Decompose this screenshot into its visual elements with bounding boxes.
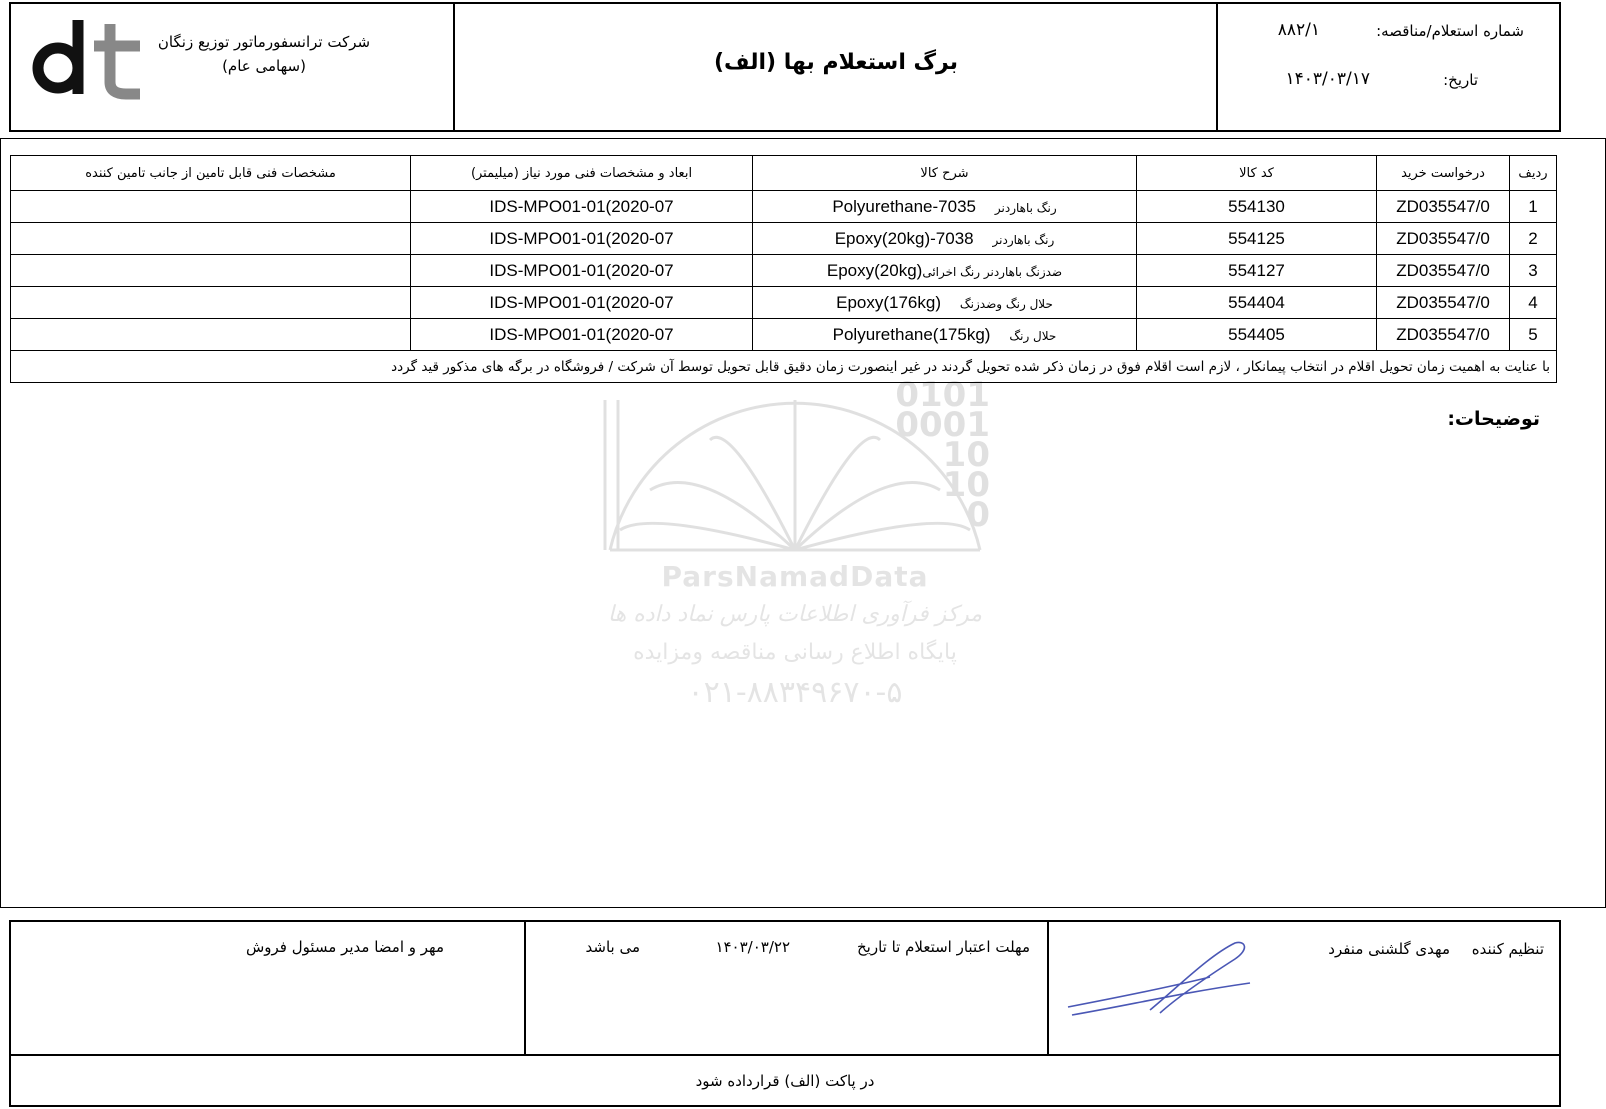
row-number: 4: [1510, 287, 1557, 319]
inquiry-number-value: ۸۸۲/۱: [1277, 20, 1320, 40]
company-name-line1: شرکت ترانسفورماتور توزیع زنگان: [157, 33, 371, 51]
prepared-by-name: مهدی گلشنی منفرد: [1328, 940, 1450, 958]
footer-divider-horizontal: [9, 1054, 1561, 1056]
table-row: [11, 191, 1557, 223]
company-name-line2: (سهامی عام): [222, 57, 306, 75]
column-header-row: ردیف: [1510, 156, 1557, 191]
validity-date: ۱۴۰۳/۰۳/۲۲: [715, 938, 790, 956]
column-header-purchase-request: درخواست خرید: [1377, 156, 1510, 191]
stamp-signature-label: مهر و امضا مدیر مسئول فروش: [245, 938, 444, 956]
table-row: [11, 319, 1557, 351]
watermark-binary-line: 0101: [895, 375, 990, 415]
watermark-line2: پایگاه اطلاع رسانی مناقصه ومزایده: [633, 640, 957, 665]
item-code-cell: 554127: [1137, 255, 1377, 287]
description-en: Epoxy(176kg): [836, 292, 941, 312]
purchase-request-cell: ZD035547/0: [1377, 223, 1510, 255]
supplier-specs-cell: [11, 255, 411, 287]
header-divider-left: [453, 2, 455, 132]
item-code-cell: 554405: [1137, 319, 1377, 351]
item-code-cell: 554404: [1137, 287, 1377, 319]
purchase-request-cell: ZD035547/0: [1377, 319, 1510, 351]
watermark-binary: [590, 375, 990, 535]
description-cell: [753, 319, 1137, 351]
row-number: 5: [1510, 319, 1557, 351]
row-number: 1: [1510, 191, 1557, 223]
description-en: Epoxy(20kg)-7038: [834, 228, 974, 248]
supplier-specs-cell: [11, 287, 411, 319]
watermark-binary-line: 0: [966, 495, 990, 535]
column-header-description: شرح کالا: [753, 156, 1137, 191]
watermark-binary-line: 10: [942, 465, 990, 505]
description-cell: [753, 255, 1137, 287]
description-en: Polyurethane-7035: [832, 196, 976, 216]
required-specs-cell: IDS-MPO01-01(2020-07: [411, 287, 753, 319]
supplier-specs-cell: [11, 191, 411, 223]
form-title: برگ استعلام بها (الف): [713, 50, 958, 75]
delivery-note: با عنایت به اهمیت زمان تحویل اقلام در انتخاب پیمانکار ، لازم است اقلام فوق در زمان ذکر شده تحویل گردند در غیر اینصورت زمان دقیق قابل تحویل توسط آن شرکت / فروشگاه در برگه های مذکور قید گردد: [11, 351, 1557, 383]
company-name: [134, 30, 394, 78]
supplier-specs-cell: [11, 319, 411, 351]
header-divider-right: [1216, 2, 1218, 132]
required-specs-cell: IDS-MPO01-01(2020-07: [411, 191, 753, 223]
watermark-brand: ParsNamadData: [661, 560, 929, 593]
company-logo-icon: [26, 16, 146, 100]
description-en: Polyurethane(175kg): [832, 324, 991, 344]
required-specs-cell: IDS-MPO01-01(2020-07: [411, 255, 753, 287]
table-header-row: [11, 156, 1557, 191]
supplier-specs-cell: [11, 223, 411, 255]
description-fa: رنگ باهاردنر: [994, 200, 1057, 215]
prepared-by-label: تنظیم کننده: [1471, 940, 1544, 958]
delivery-note-row: [11, 351, 1557, 383]
watermark-phone: ۰۲۱-۸۸۳۴۹۶۷۰-۵: [687, 675, 903, 710]
date-label: تاریخ:: [1443, 71, 1478, 89]
description-cell: [753, 287, 1137, 319]
description-fa: حلال رنگ: [1009, 328, 1057, 343]
notes-label: توضیحات:: [1447, 408, 1540, 430]
purchase-request-cell: ZD035547/0: [1377, 287, 1510, 319]
description-en: Epoxy(20kg): [826, 260, 923, 280]
validity-suffix: می باشد: [585, 938, 640, 956]
table-row: [11, 255, 1557, 287]
purchase-request-cell: ZD035547/0: [1377, 255, 1510, 287]
watermark-line1: مرکز فرآوری اطلاعات پارس نماد داده ها: [607, 602, 983, 627]
watermark-binary-line: 10: [942, 435, 990, 475]
description-cell: [753, 223, 1137, 255]
description-fa: حلال رنگ وضدزنگ: [959, 296, 1053, 311]
description-cell: [753, 191, 1137, 223]
signature-icon: [1060, 935, 1260, 1025]
row-number: 3: [1510, 255, 1557, 287]
packet-note: در پاکت (الف) قرارداده شود: [695, 1072, 875, 1090]
required-specs-cell: IDS-MPO01-01(2020-07: [411, 319, 753, 351]
row-number: 2: [1510, 223, 1557, 255]
table-row: [11, 223, 1557, 255]
description-fa: رنگ باهاردنر: [992, 232, 1055, 247]
inquiry-number-label: شماره استعلام/مناقصه:: [1376, 22, 1524, 40]
footer-divider-left: [524, 920, 526, 1055]
date-value: ۱۴۰۳/۰۳/۱۷: [1285, 69, 1370, 89]
description-fa: ضدزنگ باهاردنر رنگ اخرائی: [922, 264, 1063, 279]
purchase-request-cell: ZD035547/0: [1377, 191, 1510, 223]
item-code-cell: 554125: [1137, 223, 1377, 255]
column-header-required-specs: ابعاد و مشخصات فنی مورد نیاز (میلیمتر): [411, 156, 753, 191]
validity-label: مهلت اعتبار استعلام تا تاریخ: [856, 938, 1030, 956]
column-header-item-code: کد کالا: [1137, 156, 1377, 191]
item-code-cell: 554130: [1137, 191, 1377, 223]
table-row: [11, 287, 1557, 319]
items-table: [10, 155, 1557, 383]
required-specs-cell: IDS-MPO01-01(2020-07: [411, 223, 753, 255]
watermark: [590, 375, 1000, 720]
footer-divider-right: [1047, 920, 1049, 1055]
watermark-binary-line: 0001: [895, 405, 990, 445]
column-header-supplier-specs: مشخصات فنی قابل تامین از جانب تامین کننده: [11, 156, 411, 191]
